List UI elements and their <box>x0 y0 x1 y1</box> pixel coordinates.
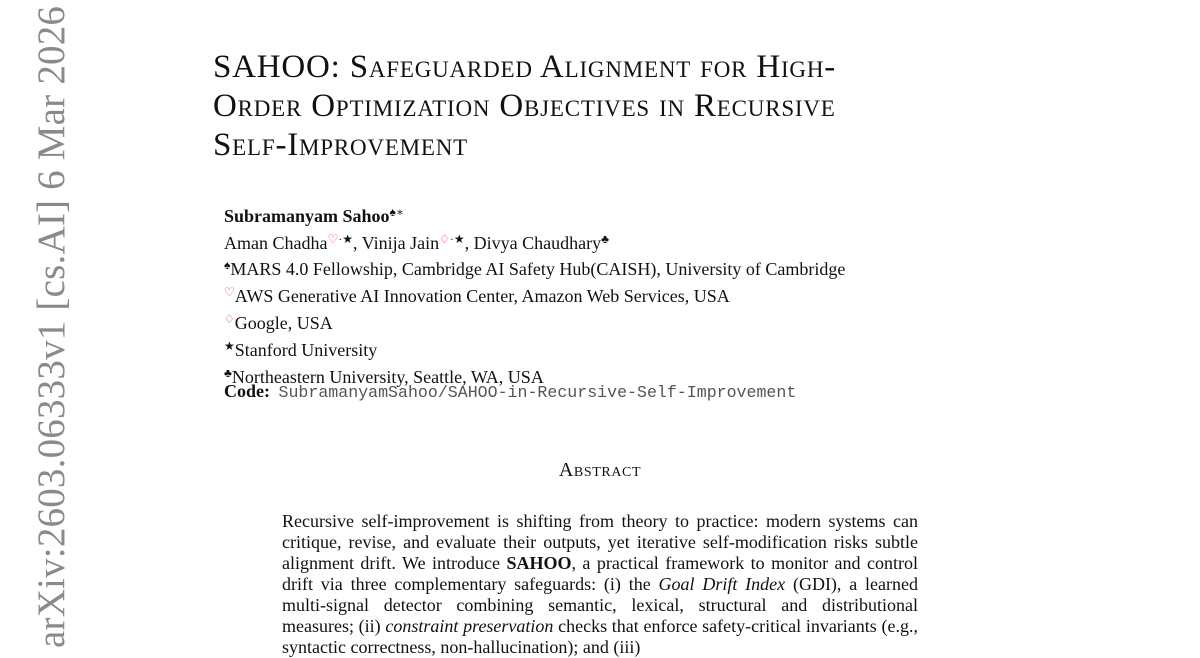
code-label: Code: <box>224 381 270 401</box>
lead-author-name: Subramanyam Sahoo <box>224 206 390 226</box>
spade-icon: ♠ <box>224 258 231 272</box>
abstract-text: Recursive self-improvement is shifting from theory to practice: modern systems can critique, revise, and evaluate their outputs, yet iterative self-modification risks subtle alignment drift. We introduce <box>282 511 918 573</box>
abstract-text: (GDI), a learned multi-signal detector combining semantic, lexical, structural and distributional measures; (ii) <box>282 574 919 636</box>
affiliation-list <box>224 254 984 389</box>
title-line: SAHOO: Safeguarded Alignment for High- <box>213 49 837 85</box>
affiliation-text: Google, USA <box>234 313 333 333</box>
paper-title <box>213 48 1013 165</box>
heart-mark: ♡ <box>327 232 339 246</box>
diamond-mark: ♢ <box>439 232 450 246</box>
gdi-term: Goal Drift Index <box>658 574 786 594</box>
heart-icon: ♡ <box>224 285 235 299</box>
title-line: Order Optimization Objectives in Recursive <box>213 88 836 124</box>
affiliation-item <box>224 254 984 281</box>
author-name: Divya Chaudhary <box>473 233 602 253</box>
affiliation-text: Stanford University <box>234 340 378 360</box>
lead-author-line <box>224 201 984 228</box>
coauthors-line: Aman Chadha♡·★, Vinija Jain♢·★, Divya Chaudhary♣ <box>224 232 609 253</box>
affiliation-item <box>224 308 984 335</box>
abstract-body <box>282 511 918 658</box>
abstract-text: , a practical framework to monitor and control drift via three complementary safeguards: (i) the <box>282 553 918 594</box>
star-icon: ★ <box>224 339 235 353</box>
club-icon: ♣ <box>224 366 232 380</box>
code-repo-link[interactable]: SubramanyamSahoo/SAHOO-in-Recursive-Self-Improvement <box>278 383 797 402</box>
title-line: Self-Improvement <box>213 127 469 163</box>
author-name: Aman Chadha <box>224 233 328 253</box>
framework-name: SAHOO <box>506 553 572 573</box>
affiliation-item <box>224 281 984 308</box>
abstract-text: checks that enforce safety-critical invariants (e.g., syntactic correctness, non-hallucination); and (iii) <box>282 616 918 657</box>
author-block <box>224 201 984 255</box>
author-name: Vinija Jain <box>361 233 440 253</box>
abstract-heading: Abstract <box>558 459 642 481</box>
star-mark: ·★ <box>449 232 465 246</box>
star-mark: ·★ <box>338 232 354 246</box>
constraint-term: constraint preservation <box>385 616 554 636</box>
lead-author-marks: ♠∗ <box>389 205 405 219</box>
arxiv-identifier-stamp: arXiv:2603.06333v1 [cs.AI] 6 Mar 2026 <box>30 5 73 648</box>
affiliation-text: MARS 4.0 Fellowship, Cambridge AI Safety Hub(CAISH), University of Cambridge <box>230 259 846 279</box>
affiliation-text: Northeastern University, Seattle, WA, USA <box>231 367 544 387</box>
affiliation-text: AWS Generative AI Innovation Center, Amazon Web Services, USA <box>234 286 730 306</box>
affiliation-item <box>224 335 984 362</box>
club-mark: ♣ <box>601 232 609 246</box>
diamond-icon: ♢ <box>224 312 235 326</box>
code-line <box>224 380 796 404</box>
